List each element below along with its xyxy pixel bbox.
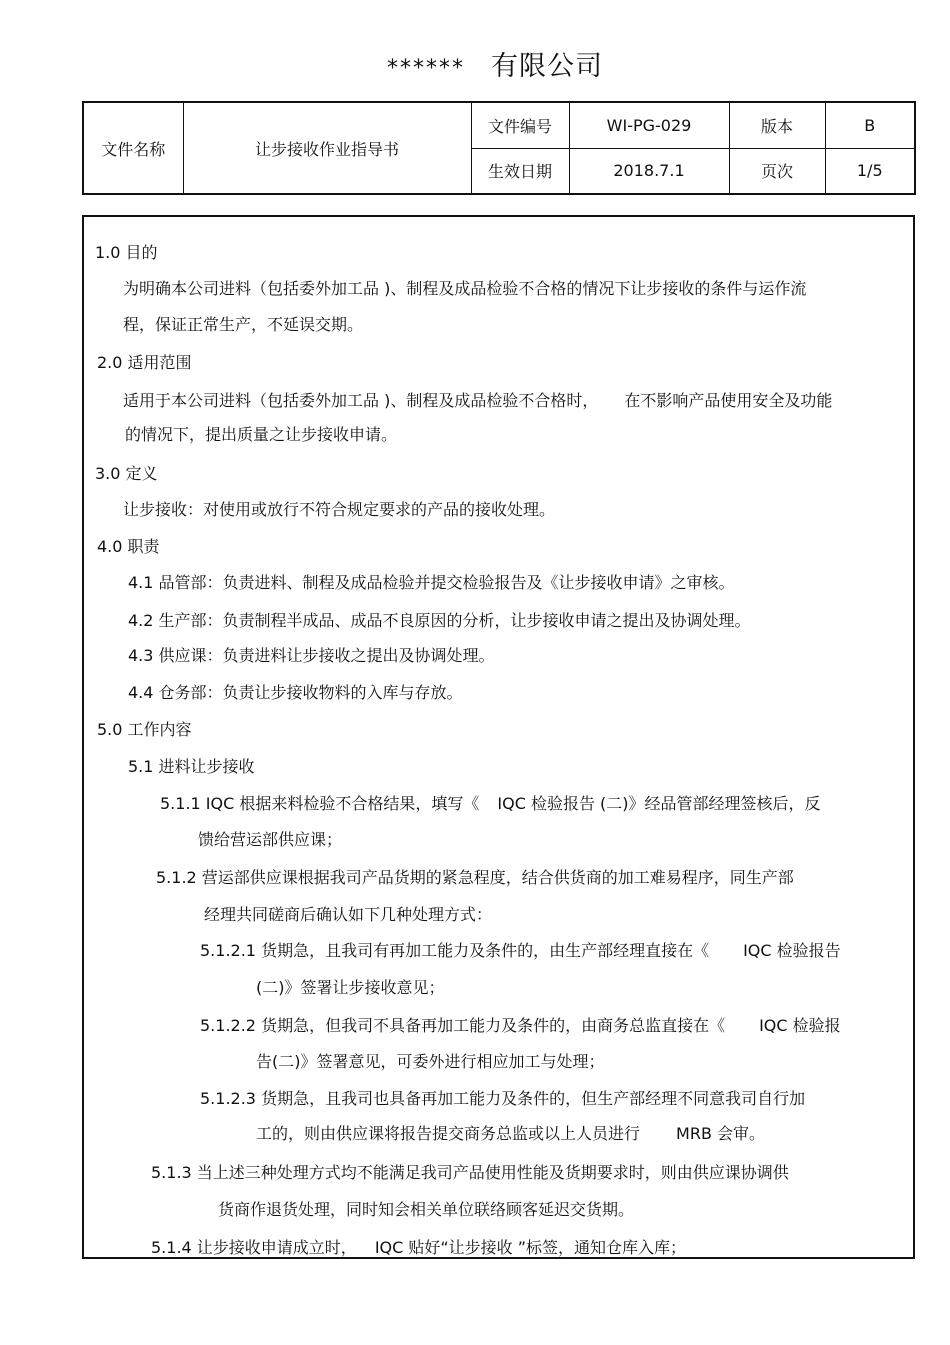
doc-name-label: 文件名称 [83, 102, 183, 194]
item-5-1-1-line-2: 馈给营运部供应课； [198, 830, 343, 849]
item-5-1-2-line-1: 5.1.2 营运部供应课根据我司产品货期的紧急程度，结合供货商的加工难易程序，同生产部 [156, 868, 794, 887]
page-label: 页次 [729, 148, 825, 194]
item-5-1-2-2-line-1: 5.1.2.2 货期急，但我司不具备再加工能力及条件的，由商务总监直接在《 IQC 检验报 [200, 1016, 841, 1035]
section-purpose-text-2: 程，保证正常生产，不延误交期。 [123, 315, 364, 334]
section-scope-title: 2.0 适用范围 [97, 353, 192, 372]
responsibility-4-1: 4.1 品管部：负责进料、制程及成品检验并提交检验报告及《让步接收申请》之审核。 [128, 573, 735, 592]
version-value: B [825, 102, 915, 148]
section-scope-text-1: 适用于本公司进料（包括委外加工品 )、制程及成品检验不合格时， 在不影响产品使用安全及功能 [123, 391, 833, 410]
item-5-1-4-line-1: 5.1.4 让步接收申请成立时， IQC 贴好“让步接收 ”标签，通知仓库入库； [151, 1238, 687, 1257]
subsection-5-1-title: 5.1 进料让步接收 [128, 757, 255, 776]
item-5-1-2-3-line-2: 工的，则由供应课将报告提交商务总监或以上人员进行 MRB 会审。 [256, 1124, 766, 1143]
item-5-1-3-line-2: 货商作退货处理，同时知会相关单位联络顾客延迟交货期。 [218, 1200, 635, 1219]
responsibility-4-4: 4.4 仓务部：负责让步接收物料的入库与存放。 [128, 683, 463, 702]
doc-name-value: 让步接收作业指导书 [183, 102, 471, 194]
page-value: 1/5 [825, 148, 915, 194]
item-5-1-1-line-1: 5.1.1 IQC 根据来料检验不合格结果，填写《 IQC 检验报告 (二)》经品管部经理签核后，反 [160, 794, 821, 813]
document-header-table [82, 101, 916, 195]
doc-no-value: WI-PG-029 [569, 102, 729, 148]
company-name-masked: ****** [387, 56, 465, 81]
document-title [0, 44, 950, 83]
section-purpose-title: 1.0 目的 [95, 243, 158, 262]
item-5-1-2-line-2: 经理共同磋商后确认如下几种处理方式： [204, 905, 493, 924]
section-responsibility-title: 4.0 职责 [97, 537, 160, 556]
item-5-1-2-3-line-1: 5.1.2.3 货期急，且我司也具备再加工能力及条件的，但生产部经理不同意我司自行加 [200, 1089, 806, 1108]
item-5-1-2-1-line-2: (二)》签署让步接收意见； [256, 978, 445, 997]
section-purpose-text-1: 为明确本公司进料（包括委外加工品 )、制程及成品检验不合格的情况下让步接收的条件与运作流 [123, 279, 807, 298]
version-label: 版本 [729, 102, 825, 148]
section-definition-text: 让步接收：对使用或放行不符合规定要求的产品的接收处理。 [123, 500, 556, 519]
document-body [82, 215, 915, 1259]
item-5-1-2-2-line-2: 告(二)》签署意见，可委外进行相应加工与处理； [256, 1052, 605, 1071]
section-scope-text-2: 的情况下，提出质量之让步接收申请。 [125, 425, 398, 444]
item-5-1-3-line-1: 5.1.3 当上述三种处理方式均不能满足我司产品使用性能及货期要求时，则由供应课协调供 [151, 1163, 789, 1182]
responsibility-4-3: 4.3 供应课：负责进料让步接收之提出及协调处理。 [128, 646, 495, 665]
responsibility-4-2: 4.2 生产部：负责制程半成品、成品不良原因的分析，让步接收申请之提出及协调处理。 [128, 611, 751, 630]
item-5-1-2-1-line-1: 5.1.2.1 货期急，且我司有再加工能力及条件的，由生产部经理直接在《 IQC 检验报告 [200, 941, 841, 960]
doc-no-label: 文件编号 [471, 102, 569, 148]
company-suffix: 有限公司 [491, 51, 603, 82]
effective-date-value: 2018.7.1 [569, 148, 729, 194]
effective-date-label: 生效日期 [471, 148, 569, 194]
section-work-content-title: 5.0 工作内容 [97, 720, 192, 739]
section-definition-title: 3.0 定义 [95, 464, 158, 483]
